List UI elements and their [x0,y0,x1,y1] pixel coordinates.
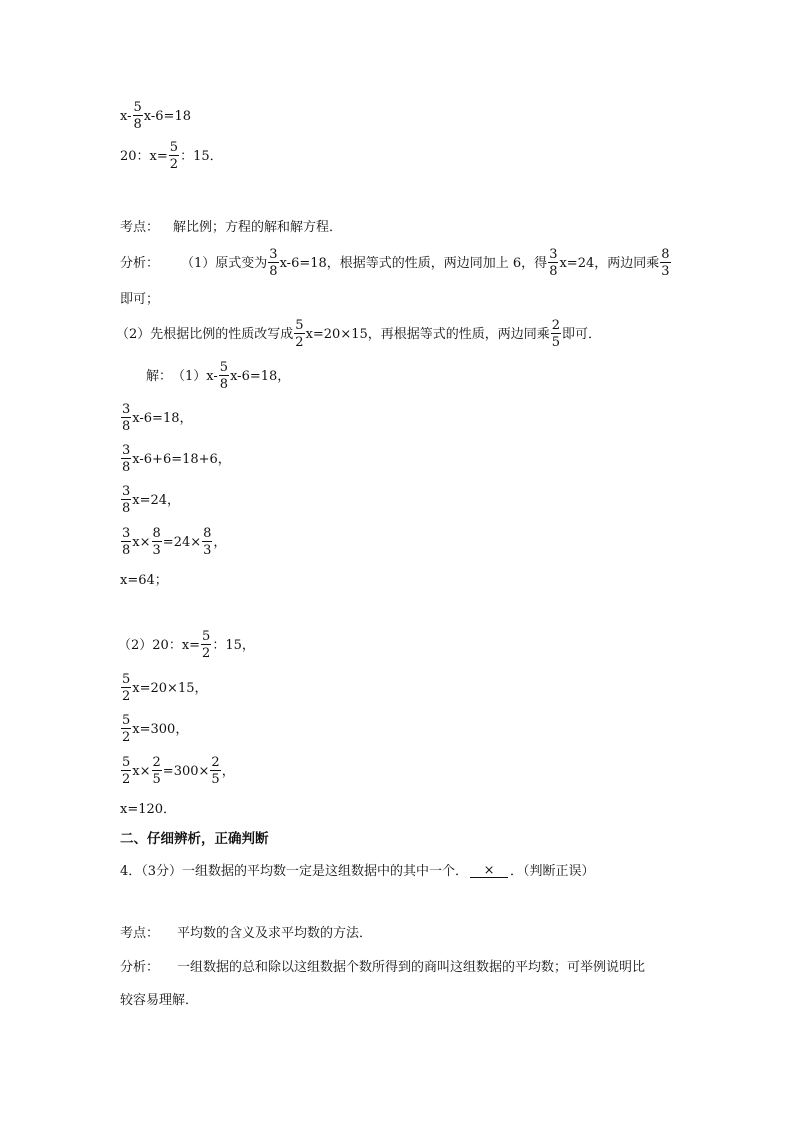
fraction: $\frac{8}{3}$ [203,526,212,558]
fraction: $\frac{3}{8}$ [549,247,558,279]
fraction: $\frac{2}{5}$ [551,318,561,350]
equation-line-1: x- $\frac{5}{8}$ x-6=18 [120,100,191,132]
fraction: $\frac{5}{2}$ [202,629,211,661]
fraction: $\frac{2}{5}$ [211,755,220,787]
result-line: x=64； [120,572,168,588]
solution-label: 解： [146,368,173,384]
equation-line-2: 20：x= $\frac{5}{2}$ ：15． [120,140,223,172]
kaodian-label: 考点： [120,219,160,235]
kaodian-label: 考点： [120,925,160,941]
fraction: $\frac{3}{8}$ [269,247,278,279]
step-line: $\frac{3}{8}$ x-6=18， [122,402,193,434]
step-line: $\frac{3}{8}$ x× $\frac{8}{3}$ =24× $\frac{8}{3}$ ， [122,526,227,558]
section-heading: 二、仔细辨析，正确判断 [120,831,269,848]
fenxi-line-3: 分析： 一组数据的总和除以这组数据个数所得到的商叫这组数据的平均数；可举例说明比 [120,959,646,975]
fraction: $\frac{2}{5}$ [152,755,161,787]
fraction: $\frac{3}{8}$ [122,484,131,516]
fenxi-line-1b: 即可； [120,291,160,307]
fraction: $\frac{3}{8}$ [122,526,131,558]
step-line: $\frac{5}{2}$ x=300， [122,713,189,745]
solution-line-2: （2）20：x= $\frac{5}{2}$ ：15， [118,629,255,661]
fraction: $\frac{8}{3}$ [661,247,670,279]
result-line: x=120． [120,801,177,817]
fraction: $\frac{3}{8}$ [122,443,131,475]
fenxi-line-1: 分析： （1）原式变为 $\frac{3}{8}$ x-6=18，根据等式的性质，两边同加上 6，得 $\frac{3}{8}$ x=24，两边同乘 $\frac{8}{3}$ [120,247,670,279]
fenxi-line-2: （2）先根据比例的性质改写成 $\frac{5}{2}$ x=20×15，再根据等式的性质，两边同乘 $\frac{2}{5}$ 即可． [116,318,602,350]
fraction: $\frac{5}{8}$ [133,100,142,132]
kaodian-text: 解比例；方程的解和解方程． [173,219,343,235]
kaodian-line [120,207,342,247]
fraction: $\frac{8}{3}$ [152,526,161,558]
fraction: $\frac{5}{2}$ [122,755,131,787]
fraction: $\frac{5}{2}$ [122,672,131,704]
step-line: $\frac{3}{8}$ x-6+6=18+6， [122,443,231,475]
kaodian-text: 平均数的含义及求平均数的方法． [177,925,373,941]
solution-line-1: 解： （1）x- $\frac{5}{8}$ x-6=18， [146,360,291,392]
fraction: $\frac{5}{2}$ [122,713,131,745]
fraction: $\frac{3}{8}$ [122,402,131,434]
answer-blank: × [470,864,508,878]
fraction: $\frac{5}{2}$ [295,318,304,350]
fenxi-label: 分析： [120,959,160,975]
fraction: $\frac{5}{2}$ [169,140,179,172]
question-4: 4．（3分）一组数据的平均数一定是这组数据中的其中一个． × ．（判断正误） [120,863,595,879]
fenxi-label: 分析： [120,255,160,271]
step-line: $\frac{3}{8}$ x=24， [122,484,181,516]
step-line: $\frac{5}{2}$ x× $\frac{2}{5}$ =300× $\frac{2}{5}$ ， [122,755,235,787]
step-line: $\frac{5}{2}$ x=20×15， [122,672,208,704]
fraction: $\frac{5}{8}$ [219,360,229,392]
fenxi-line-3b: 较容易理解． [120,992,199,1008]
